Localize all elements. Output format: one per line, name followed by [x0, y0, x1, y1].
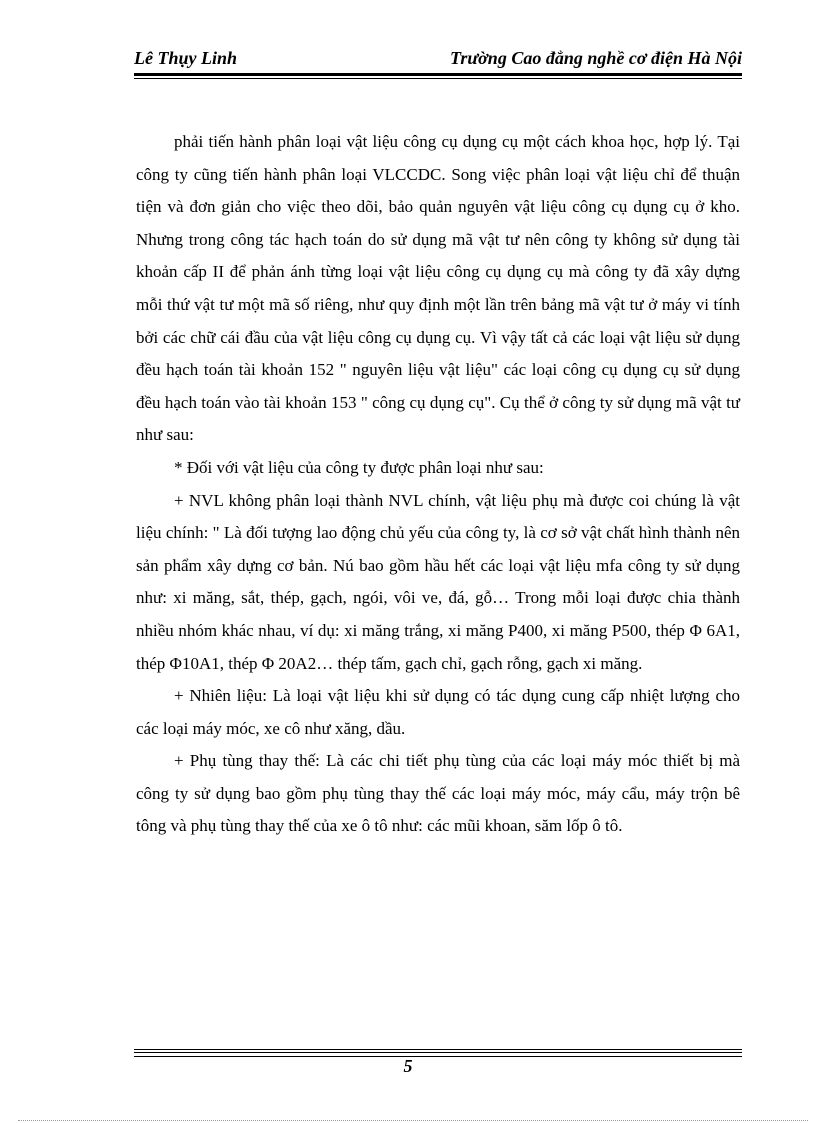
- header-author: Lê Thụy Linh: [134, 48, 238, 68]
- paragraph-fuel: + Nhiên liệu: Là loại vật liệu khi sử dụng có tác dụng cung cấp nhiệt lượng cho các loại máy móc, xe cô như xăng, dầu.: [136, 686, 740, 738]
- paragraph-classification: * Đối với vật liệu của công ty được phân loại như sau:: [174, 457, 544, 477]
- header-school: Trường Cao đẳng nghề cơ điện Hà Nội: [450, 48, 742, 68]
- header-divider: [134, 73, 742, 79]
- paragraph-intro: phải tiến hành phân loại vật liệu công cụ dụng cụ một cách khoa học, hợp lý. Tại công ty cũng tiến hành phân loại VLCCDC. Song việc phân loại vật liệu chỉ để thuận tiện và đơn giản cho việc theo dõi, bảo quản nguyên vật liệu công cụ dụng cụ ở kho. Nhưng trong công tác hạch toán do sử dụng mã vật tư nên công ty không sử dụng tài khoản cấp II để phản ánh từng loại vật liệu công cụ dụng cụ mà công ty đã xây dựng mỗi thứ vật tư một mã số riêng, như quy định một lần trên bảng mã vật tư ở máy vi tính bởi các chữ cái đầu của vật liệu công cụ dụng cụ. Vì vậy tất cả các loại vật liệu sử dụng đều hạch toán tài khoản 152 " nguyên liệu vật liệu" các loại công cụ dụng cụ sử dụng đều hạch toán vào tài khoản 153 " công cụ dụng cụ". Cụ thể ở công ty sử dụng mã vật tư như sau:: [136, 132, 740, 445]
- page-number: 5: [403, 1056, 413, 1076]
- page-edge: [18, 1120, 808, 1121]
- document-body: [136, 126, 740, 843]
- page-header: [134, 48, 742, 72]
- footer-divider-top: [134, 1049, 742, 1050]
- paragraph-main-materials: + NVL không phân loại thành NVL chính, vật liệu phụ mà được coi chúng là vật liệu chính: " Là đối tượng lao động chủ yếu của công ty, là cơ sở vật chất hình thành nên sản phẩm xây dựng cơ bản. Nú bao gồm hầu hết các loại vật liệu mfa công ty sử dụng như: xi măng, sắt, thép, gạch, ngói, vôi ve, đá, gỗ… Trong mỗi loại được chia thành nhiều nhóm khác nhau, ví dụ: xi măng trắng, xi măng P400, xi măng P500, thép Φ 6A1, thép Φ10A1, thép Φ 20A2… thép tấm, gạch chỉ, gạch rỗng, gạch xi măng.: [136, 490, 740, 673]
- paragraph-spare-parts: + Phụ tùng thay thế: Là các chi tiết phụ tùng của các loại máy móc thiết bị mà công ty sử dụng bao gồm phụ tùng thay thế các loại máy móc, máy cẩu, máy trộn bê tông và phụ tùng thay thế của xe ô tô như: các mũi khoan, săm lốp ô tô.: [136, 751, 740, 836]
